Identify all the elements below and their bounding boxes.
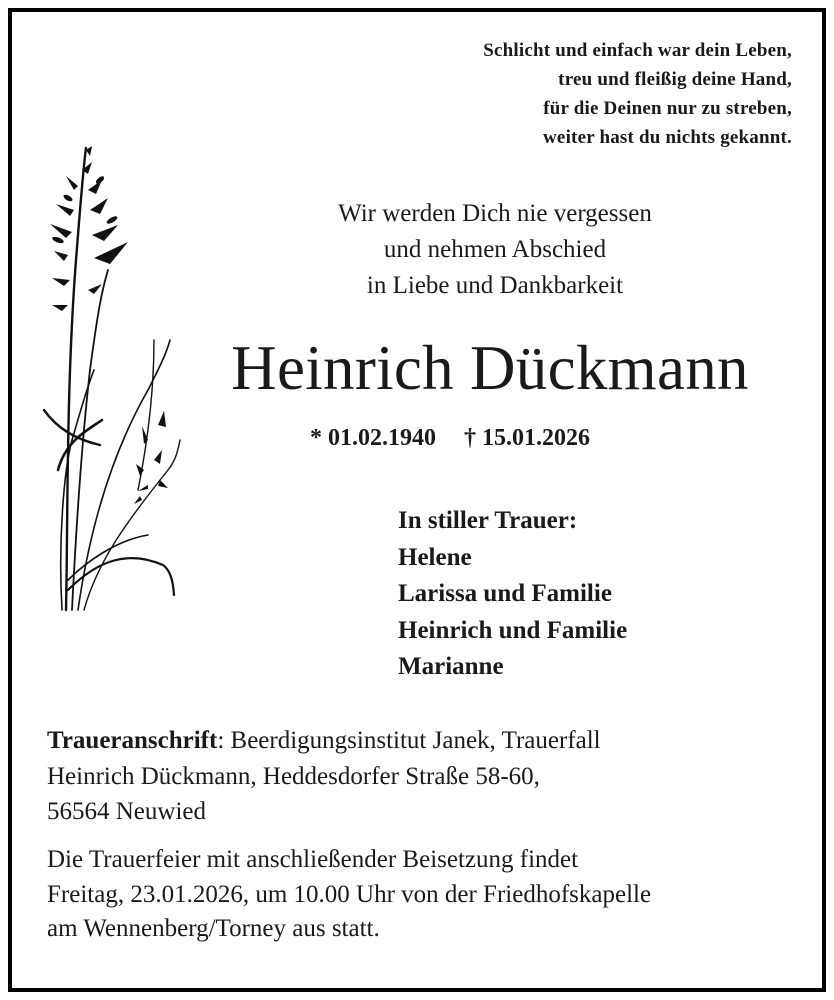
- poem-line: weiter hast du nichts gekannt.: [543, 127, 792, 148]
- poem-line: Schlicht und einfach war dein Leben,: [483, 40, 792, 61]
- mourner-name: Larissa und Familie: [398, 580, 612, 607]
- mourner-name: Marianne: [398, 653, 504, 680]
- farewell-line: in Liebe und Dankbarkeit: [366, 272, 624, 299]
- ceremony-line: Die Trauerfeier mit anschließender Beisetzung findet: [47, 846, 579, 873]
- mourners-list: [398, 503, 627, 686]
- farewell-line: und nehmen Abschied: [383, 236, 607, 263]
- farewell-message: [260, 196, 730, 304]
- deceased-name: Heinrich Dückmann: [231, 333, 749, 403]
- grass-illustration-icon: [28, 140, 188, 620]
- life-dates: [310, 420, 690, 456]
- birth-date: * 01.02.1940: [310, 425, 436, 451]
- ceremony-info: [47, 843, 807, 947]
- address-label: Traueranschrift: [47, 727, 218, 754]
- ceremony-line: Freitag, 23.01.2026, um 10.00 Uhr von der Friedhofskapelle: [47, 880, 652, 908]
- mourning-address: [47, 723, 807, 830]
- address-line: Heinrich Dückmann, Heddesdorfer Straße 58-60,: [47, 762, 540, 790]
- farewell-line: Wir werden Dich nie vergessen: [338, 200, 652, 227]
- address-line: 56564 Neuwied: [47, 798, 206, 825]
- death-date: † 15.01.2026: [464, 425, 590, 451]
- mourner-name: Helene: [398, 543, 472, 571]
- poem-line: für die Deinen nur zu streben,: [543, 98, 792, 119]
- mourner-name: Heinrich und Familie: [398, 616, 628, 644]
- poem-line: treu und fleißig deine Hand,: [558, 69, 792, 90]
- address-line: [47, 723, 807, 759]
- poem: [372, 36, 792, 152]
- mourners-heading: In stiller Trauer:: [398, 507, 578, 534]
- address-text: : Beerdigungsinstitut Janek, Trauerfall: [217, 727, 601, 754]
- ceremony-line: am Wennenberg/Torney aus statt.: [47, 915, 380, 942]
